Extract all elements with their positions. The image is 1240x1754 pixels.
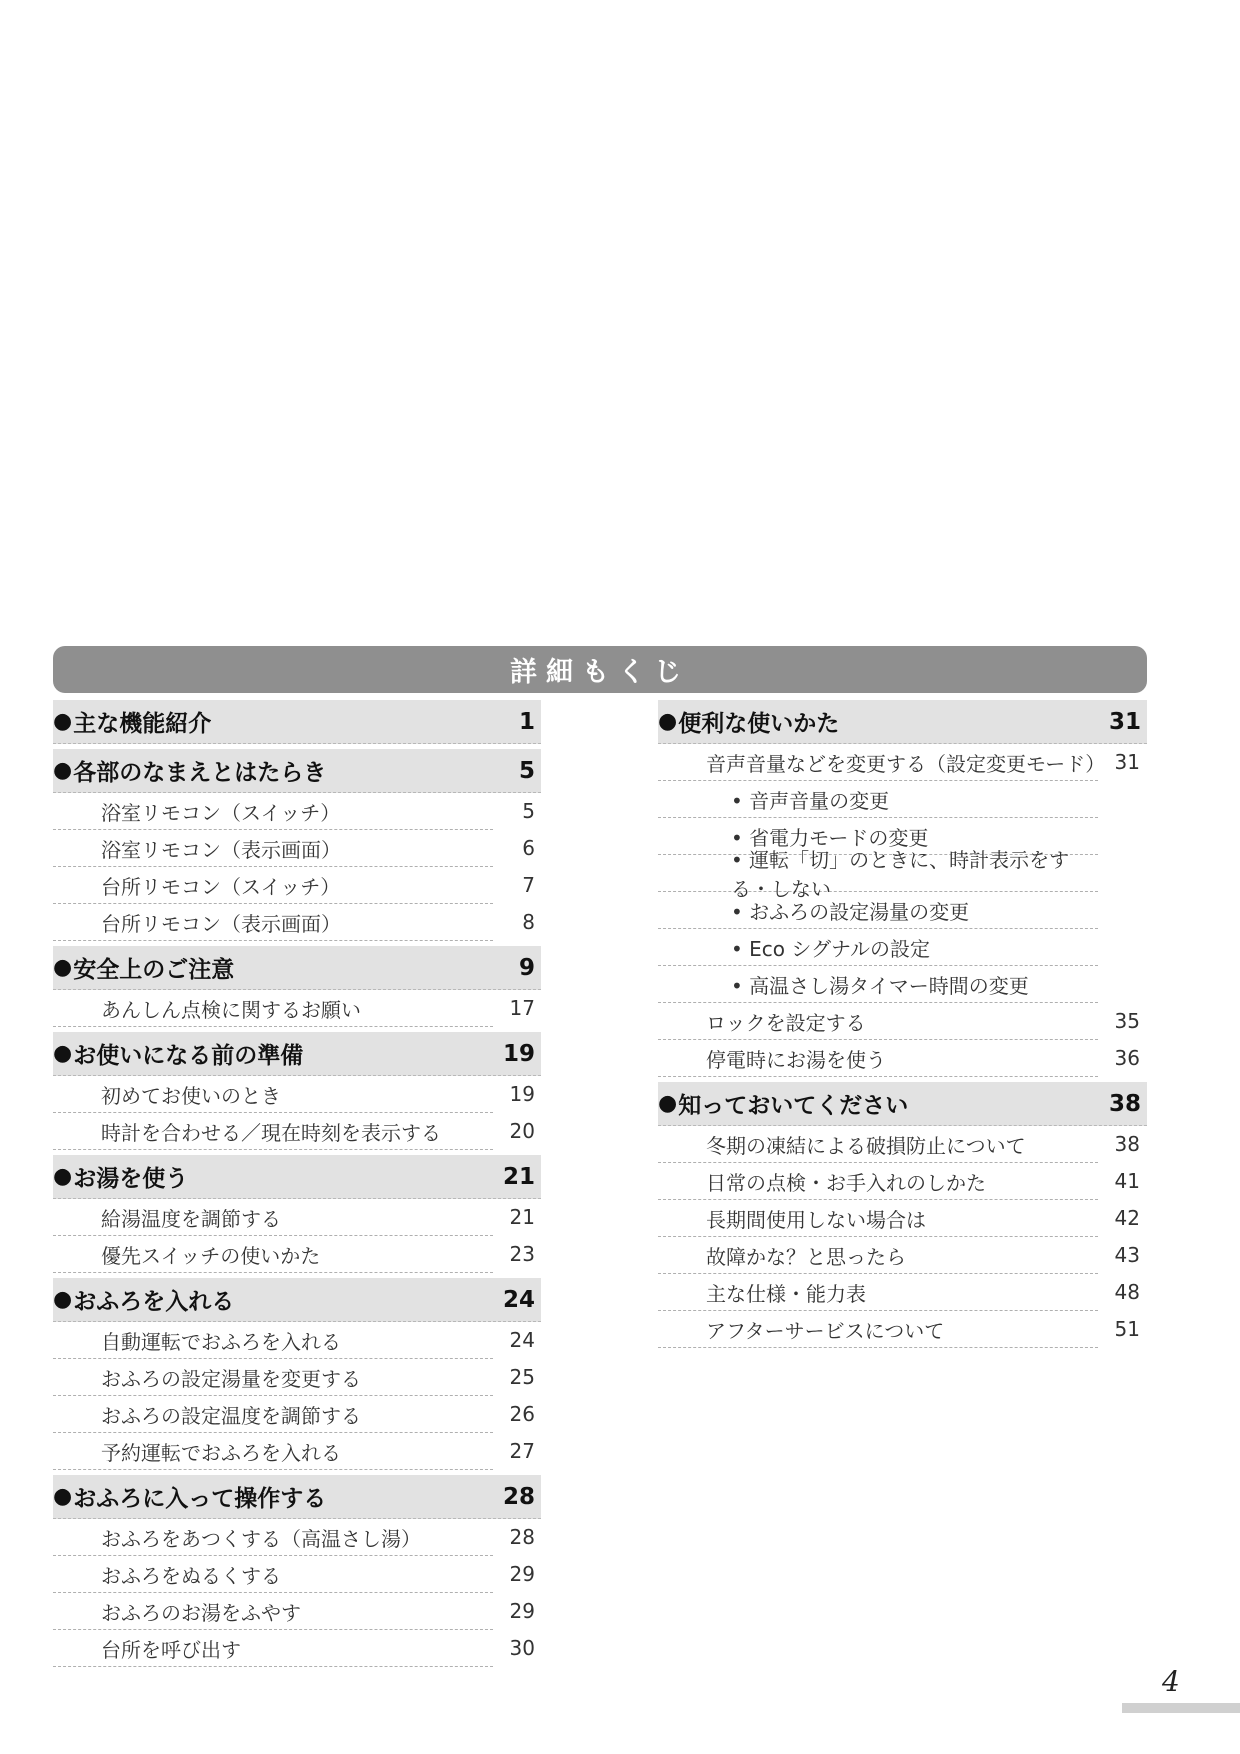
section-title-text: おふろに入って操作する: [73, 1486, 327, 1512]
item-label: 優先スイッチの使いかた: [101, 1243, 321, 1268]
section-page-number: 38: [1108, 1090, 1141, 1117]
toc-item[interactable]: [53, 1630, 535, 1667]
toc-section-heading[interactable]: [53, 1278, 541, 1322]
toc-item[interactable]: [53, 904, 535, 941]
item-label: 自動運転でおふろを入れる: [101, 1329, 341, 1354]
item-label: 給湯温度を調節する: [101, 1206, 281, 1231]
toc-item[interactable]: [658, 744, 1140, 781]
bullet-icon: ●: [53, 955, 73, 980]
item-label: おふろをあつくする（高温さし湯）: [101, 1526, 421, 1551]
item-page-number: 41: [1114, 1169, 1140, 1193]
toc-title: 詳細もくじ: [53, 646, 1147, 693]
item-label: 初めてお使いのとき: [101, 1083, 281, 1108]
section-page-number: 31: [1108, 708, 1141, 735]
item-label: 予約運転でおふろを入れる: [101, 1440, 341, 1465]
item-page-number: 28: [509, 1525, 535, 1549]
section-title: [53, 705, 211, 738]
section-title: [658, 1087, 908, 1120]
item-label: 停電時にお湯を使う: [706, 1047, 886, 1072]
item-page-number: 29: [509, 1562, 535, 1586]
section-title-text: お使いになる前の準備: [73, 1043, 304, 1069]
item-label: あんしん点検に関するお願い: [101, 997, 361, 1022]
item-label: 浴室リモコン（表示画面）: [101, 837, 341, 862]
item-label: 主な仕様・能力表: [706, 1281, 866, 1306]
bullet-icon: ●: [53, 758, 73, 783]
item-label: • おふろの設定湯量の変更: [658, 896, 969, 925]
section-page-number: 24: [502, 1286, 535, 1313]
item-page-number: 38: [1114, 1132, 1140, 1156]
toc-item[interactable]: [53, 1236, 535, 1273]
toc-item[interactable]: [53, 793, 535, 830]
item-page-number: 43: [1114, 1243, 1140, 1267]
item-label: • 高温さし湯タイマー時間の変更: [658, 970, 1029, 999]
toc-sub-item[interactable]: [658, 929, 1098, 966]
toc-item[interactable]: [53, 867, 535, 904]
item-page-number: 30: [509, 1636, 535, 1660]
toc-item[interactable]: [53, 830, 535, 867]
bullet-icon: ●: [53, 1041, 73, 1066]
bullet-icon: ●: [53, 1287, 73, 1312]
toc-section-heading[interactable]: [53, 1155, 541, 1199]
section-title-text: 安全上のご注意: [73, 957, 235, 983]
item-page-number: 19: [509, 1082, 535, 1106]
page-tab-marker: [1122, 1703, 1240, 1713]
item-page-number: 31: [1114, 750, 1140, 774]
item-label: • 運転「切」のときに、時計表示をする・しない: [658, 844, 1098, 902]
item-page-number: 7: [522, 873, 535, 897]
page-number: 4: [1162, 1665, 1180, 1698]
item-page-number: 48: [1114, 1280, 1140, 1304]
section-title: [53, 1283, 234, 1316]
section-page-number: 21: [502, 1163, 535, 1190]
toc-left-column: [53, 700, 541, 1667]
item-label: おふろの設定湯量を変更する: [101, 1366, 361, 1391]
toc-section-heading[interactable]: [658, 700, 1147, 744]
toc-item[interactable]: [53, 1593, 535, 1630]
toc-section-heading[interactable]: [53, 1032, 541, 1076]
toc-item[interactable]: [53, 1359, 535, 1396]
bullet-icon: ●: [53, 1484, 73, 1509]
item-page-number: 29: [509, 1599, 535, 1623]
section-page-number: 1: [518, 708, 535, 735]
item-label: 冬期の凍結による破損防止について: [706, 1133, 1026, 1158]
toc-item[interactable]: [53, 990, 535, 1027]
toc-right-column: [658, 700, 1147, 1348]
section-title-text: お湯を使う: [73, 1166, 189, 1192]
item-label: 浴室リモコン（スイッチ）: [101, 800, 341, 825]
section-title: [53, 754, 326, 787]
section-page-number: 9: [518, 954, 535, 981]
item-page-number: 27: [509, 1439, 535, 1463]
toc-section-heading[interactable]: [53, 700, 541, 744]
item-page-number: 23: [509, 1242, 535, 1266]
item-page-number: 36: [1114, 1046, 1140, 1070]
item-page-number: 24: [509, 1328, 535, 1352]
section-page-number: 28: [502, 1483, 535, 1510]
toc-sub-item[interactable]: [658, 781, 1098, 818]
toc-sub-item[interactable]: [658, 966, 1098, 1003]
item-label: おふろのお湯をふやす: [101, 1600, 301, 1625]
toc-item[interactable]: [53, 1519, 535, 1556]
toc-sub-item[interactable]: [658, 848, 1098, 901]
item-page-number: 6: [522, 836, 535, 860]
toc-item[interactable]: [658, 1274, 1140, 1311]
item-label: 故障かな？と思ったら: [706, 1244, 906, 1269]
item-label: おふろの設定温度を調節する: [101, 1403, 361, 1428]
toc-item[interactable]: [53, 1076, 535, 1113]
toc-item[interactable]: [53, 1113, 535, 1150]
toc-section-heading[interactable]: [658, 1082, 1147, 1126]
bullet-icon: ●: [658, 1091, 678, 1116]
toc-sub-item[interactable]: [658, 892, 1098, 929]
item-label: アフターサービスについて: [706, 1318, 945, 1343]
section-title-text: おふろを入れる: [73, 1289, 235, 1315]
item-label: • 音声音量の変更: [658, 785, 889, 814]
toc-item[interactable]: [658, 1040, 1140, 1077]
item-page-number: 26: [509, 1402, 535, 1426]
toc-section-heading[interactable]: [53, 946, 541, 990]
toc-item[interactable]: [658, 1200, 1140, 1237]
item-label: 長期間使用しない場合は: [706, 1207, 926, 1232]
toc-section-heading[interactable]: [53, 1475, 541, 1519]
item-label: 日常の点検・お手入れのしかた: [706, 1170, 986, 1195]
toc-item[interactable]: [53, 1433, 535, 1470]
item-page-number: 42: [1114, 1206, 1140, 1230]
toc-item[interactable]: [658, 1126, 1140, 1163]
section-title: [53, 951, 234, 984]
item-page-number: 25: [509, 1365, 535, 1389]
item-label: ロックを設定する: [706, 1010, 866, 1035]
item-label: • 省電力モードの変更: [658, 822, 928, 851]
item-page-number: 5: [522, 799, 535, 823]
item-page-number: 51: [1114, 1317, 1140, 1341]
bullet-icon: ●: [658, 709, 678, 734]
section-title-text: 各部のなまえとはたらき: [73, 760, 327, 786]
item-page-number: 20: [509, 1119, 535, 1143]
bullet-icon: ●: [53, 1164, 73, 1189]
section-title: [53, 1480, 326, 1513]
toc-item[interactable]: [658, 1311, 1140, 1348]
item-page-number: 21: [509, 1205, 535, 1229]
toc-item[interactable]: [53, 1322, 535, 1359]
toc-item[interactable]: [53, 1556, 535, 1593]
section-title: [53, 1160, 188, 1193]
item-page-number: 35: [1114, 1009, 1140, 1033]
item-label: 台所を呼び出す: [101, 1637, 241, 1662]
section-title-text: 主な機能紹介: [73, 711, 212, 737]
item-label: おふろをぬるくする: [101, 1563, 281, 1588]
section-title-text: 便利な使いかた: [678, 711, 840, 737]
bullet-icon: ●: [53, 709, 73, 734]
item-page-number: 17: [509, 996, 535, 1020]
toc-section-heading[interactable]: [53, 749, 541, 793]
toc-item[interactable]: [658, 1163, 1140, 1200]
item-page-number: 8: [522, 910, 535, 934]
section-title-text: 知っておいてください: [678, 1093, 909, 1119]
section-page-number: 19: [502, 1040, 535, 1067]
section-page-number: 5: [518, 757, 535, 784]
item-label: 音声音量などを変更する（設定変更モード）: [706, 751, 1106, 776]
item-label: 時計を合わせる／現在時刻を表示する: [101, 1120, 441, 1145]
toc-item[interactable]: [658, 1237, 1140, 1274]
toc-item[interactable]: [658, 1003, 1140, 1040]
section-title: [658, 705, 839, 738]
item-label: • Eco シグナルの設定: [658, 933, 930, 962]
toc-item[interactable]: [53, 1199, 535, 1236]
item-label: 台所リモコン（スイッチ）: [101, 874, 341, 899]
item-label: 台所リモコン（表示画面）: [101, 911, 341, 936]
section-title: [53, 1037, 303, 1070]
toc-item[interactable]: [53, 1396, 535, 1433]
